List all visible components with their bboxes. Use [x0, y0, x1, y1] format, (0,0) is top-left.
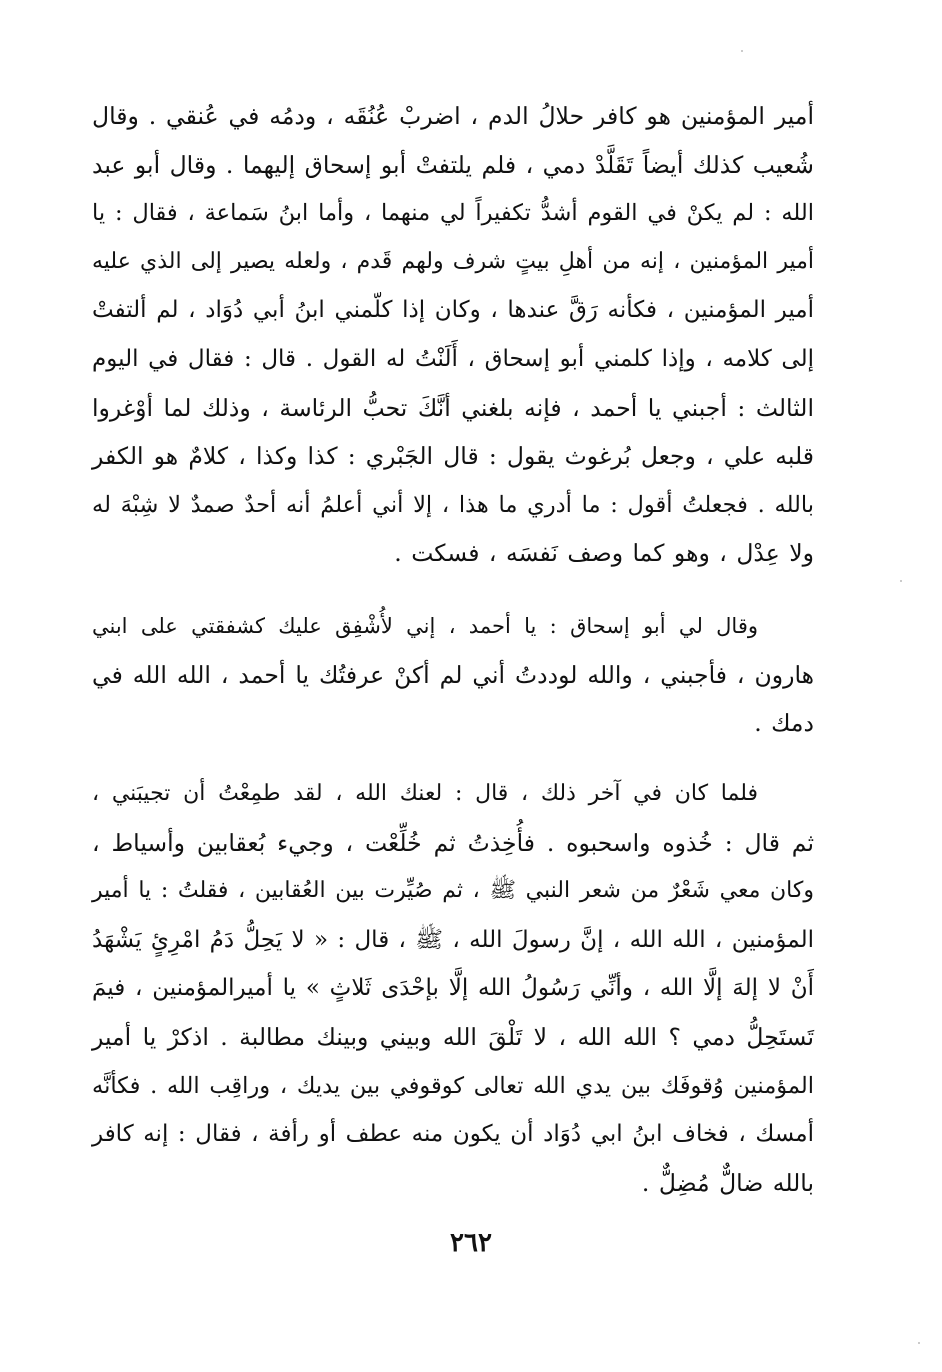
text-line: أَنْ لا إلهَ إلَّا الله ، وأنِّي رَسُولُ الله إلَّا بإحْدَى ثَلاثٍ » يا أميرالمؤمنين ، فيمَ [92, 975, 814, 1002]
text-line: أمير المؤمنين ، فكأنه رَقَّ عندها ، وكان إذا كلّمني ابنُ أبي دُوَاد ، لم ألتفتْ [92, 297, 814, 324]
text-line: ولا عِدْل ، وهو كما وصف نَفسَه ، فسكت . [394, 539, 814, 568]
text-line: أمير المؤمنين ، إنه من أهلِ بيتٍ شرف ولهم قَدم ، ولعله يصير إلى الذي عليه [92, 248, 814, 274]
text-line: أمير المؤمنين هو كافر حلالُ الدم ، اضربْ عُنُقَه ، ودمُه في عُنقي . وقال [92, 102, 814, 130]
page-number: ٢٦٢ [450, 1228, 492, 1258]
text-line: وكان معي شَعْرٌ من شعر النبي ﷺ ، ثم صُيِّرت بين العُقابين ، فقلتُ : يا أمير [92, 878, 814, 904]
text-line: دمك . [754, 709, 814, 738]
text-line: المؤمنين وُقوفَك بين يدي الله تعالى كوقوفي بين يديك ، وراقِب الله . فكأنَّه [92, 1072, 814, 1099]
text-line: شُعيب كذلك أيضاً تَقَلَّدْ دمي ، فلم يلتفتْ أبو إسحاق إليهما . وقال أبو عبد [92, 150, 814, 179]
text-line: تَستَحِلُّ دمي ؟ الله الله ، لا تَلْقَ الله وبيني وبينك مطالبة . اذكرْ يا أمير [92, 1022, 814, 1051]
text-line: وقال لي أبو إسحاق : يا أحمد ، إني لأُشْفِق عليك كشفقتي على ابني [92, 614, 758, 638]
text-line: الله : لم يكنْ في القوم أشدُّ تكفيراً لي منهما ، وأما ابنُ سَماعة ، فقال : يا [92, 200, 814, 227]
scan-speck [741, 50, 743, 52]
text-line: بالله . فجعلتُ أقول : ما أدري ما هذا ، إلا أني أعلمُ أنه أحدٌ صمدٌ لا شِبْهَ له [92, 491, 814, 518]
paragraph-3 [92, 770, 814, 1207]
text-line: إلى كلامه ، وإذا كلمني أبو إسحاق ، أَلَنْتُ له القول . قال : فقال في اليوم [92, 345, 814, 372]
text-line: هارون ، فأجبني ، والله لوددتُ أني لم أكنْ عرفتُك يا أحمد ، الله الله في [92, 660, 814, 689]
text-line: ثم قال : خُذوه واسحبوه . فأُخِذتُ ثم خُلِّعْت ، وجيء بُعقابين وأسياط ، [92, 828, 814, 857]
scan-speck [918, 1342, 920, 1344]
text-line: الثالث : أجبني يا أحمد ، فإنه بلغني أنَّكَ تحبُّ الرئاسة ، وذلك لما أوْغروا [92, 393, 814, 422]
text-line: فلما كان في آخر ذلك ، قال : لعنك الله ، لقد طمِعْتُ أن تجيبَني ، [92, 781, 758, 806]
text-line: المؤمنين ، الله الله ، إنَّ رسولَ الله ، ﷺ ، قال : « لا يَحِلُّ دَمُ امْرِئٍ يَشْهَدُ [92, 926, 814, 953]
scan-speck [900, 580, 902, 582]
text-line: بالله ضالٌّ مُضِلٌّ . [641, 1168, 814, 1197]
paragraph-1 [92, 92, 814, 578]
text-line: أمسك ، فخاف ابنُ ابي دُوَاد أن يكون منه عطف أو رأفة ، فقال : إنه كافر [92, 1121, 814, 1148]
text-line: قلبه علي ، وجعل بُرغوث يقول : قال الجَبْري : كذا وكذا ، كلامٌ هو الكفر [92, 442, 814, 471]
paragraph-2 [92, 602, 814, 748]
